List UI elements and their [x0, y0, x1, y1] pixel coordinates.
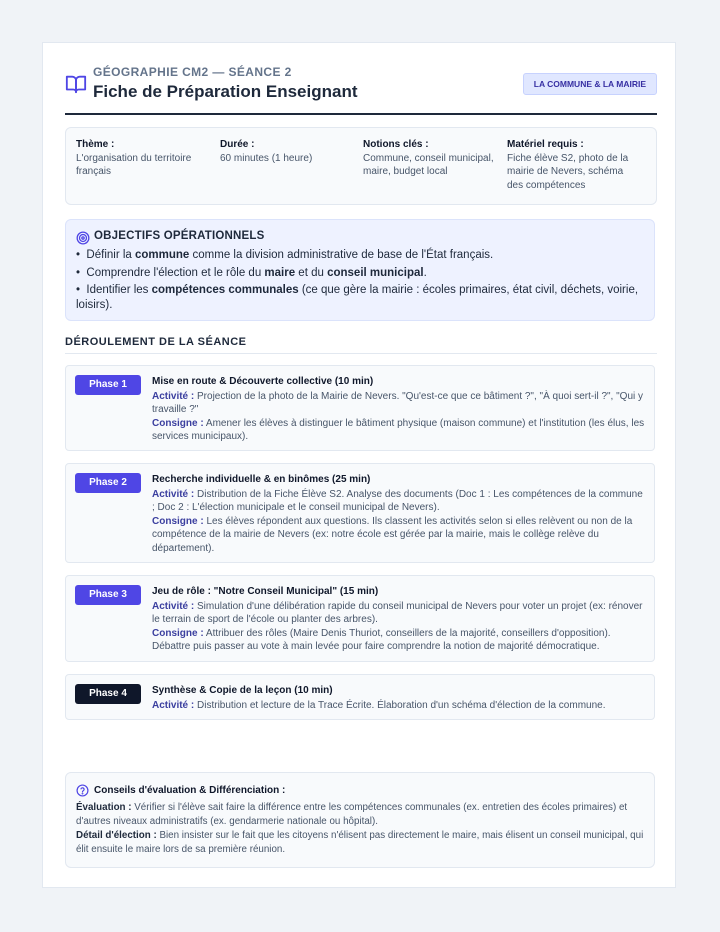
meta-key-notions: Notions clés : Commune, conseil municipal, maire, budget local: [363, 139, 494, 177]
phase-heading: Synthèse & Copie de la leçon (10 min): [152, 685, 333, 696]
evaluation-tips: [65, 772, 655, 868]
section-title: DÉROULEMENT DE LA SÉANCE: [65, 336, 657, 354]
question-circle-icon: [76, 784, 89, 797]
phase-badge: Phase 2: [75, 473, 141, 493]
phase-heading: Recherche individuelle & en binômes (25 min): [152, 474, 371, 485]
phase-heading: Jeu de rôle : "Notre Conseil Municipal" (15 min): [152, 586, 379, 597]
phase-badge: Phase 3: [75, 585, 141, 605]
tips-election-detail: Détail d'élection : Bien insister sur le fait que les citoyens n'élisent pas directement le maire, mais élisent un conseil municipal, qui élit ensuite le maire lors de sa première réunion.: [76, 830, 644, 855]
meta-theme: Thème : L'organisation du territoire français: [76, 139, 192, 177]
meta-duration: Durée : 60 minutes (1 heure): [220, 139, 313, 164]
lesson-sheet: [42, 42, 676, 888]
list-item: • Comprendre l'élection et le rôle du maire et du conseil municipal.: [76, 266, 427, 279]
list-item: • Identifier les compétences communales (ce que gère la mairie : écoles primaires, état civil, déchets, voirie, loisirs).: [76, 284, 639, 311]
list-item: • Définir la commune comme la division administrative de base de l'État français.: [76, 249, 494, 261]
target-icon: [76, 231, 90, 245]
objectives-list: [76, 248, 646, 316]
objectives-box: [65, 219, 655, 321]
phase-card-4: Phase 4 Synthèse & Copie de la leçon (10 min) Activité : Distribution et lecture de la Trace Écrite. Élaboration d'un schéma d'élection de la commune.: [65, 674, 655, 720]
tips-evaluation: Évaluation : Vérifier si l'élève sait faire la différence entre les compétences communales (ex. entretien des écoles primaires) et d'autres niveaux administratifs (ex. gendarmerie nationale ou hôpital).: [76, 802, 628, 827]
phase-card-2: Phase 2 Recherche individuelle & en binômes (25 min) Activité : Distribution de la Fiche Élève S2. Analyse des documents (Doc 1 : Les compétences de la commune ; Doc 2 : L'élection municipale et le conseil municipal de Nevers). Consigne : Les élèves répondent aux questions. Ils classent les activités selon si elles relèvent ou non de la compétence de la mairie de Nevers (ex: notre école est gérée par la mairie, mais le collège relève du département).: [65, 463, 655, 563]
phase-badge: Phase 1: [75, 375, 141, 395]
phase-card-1: Phase 1 Mise en route & Découverte collective (10 min) Activité : Projection de la photo de la Mairie de Nevers. "Qu'est-ce que ce bâtiment ?", "À quoi sert-il ?", "Qui y travaille ?" Consigne : Amener les élèves à distinguer le bâtiment physique (maison commune) et l'institution (les élus, les services municipaux).: [65, 365, 655, 451]
lesson-meta: [65, 127, 657, 205]
objectives-title: OBJECTIFS OPÉRATIONNELS: [94, 230, 265, 242]
tips-title: Conseils d'évaluation & Différenciation :: [94, 785, 286, 796]
phase-badge: Phase 4: [75, 684, 141, 704]
phase-card-3: Phase 3 Jeu de rôle : "Notre Conseil Municipal" (15 min) Activité : Simulation d'une délibération rapide du conseil municipal de Nevers pour voter un projet (ex: rénover le terrain de sport de l'école ou planter des arbres). Consigne : Attribuer des rôles (Maire Denis Thuriot, conseillers de la majorité, conseillers d'opposition). Débattre puis passer au vote à main levée pour faire comprendre la notion de majorité démocratique.: [65, 575, 655, 662]
book-icon: [65, 73, 87, 95]
meta-materials: Matériel requis : Fiche élève S2, photo de la mairie de Nevers, schéma des compétences: [507, 139, 629, 191]
topic-badge: LA COMMUNE & LA MAIRIE: [523, 73, 657, 95]
sheet-header: [65, 63, 657, 115]
page-subtitle: GÉOGRAPHIE CM2 — SÉANCE 2: [93, 65, 292, 79]
page-title: Fiche de Préparation Enseignant: [93, 82, 358, 101]
phase-heading: Mise en route & Découverte collective (10 min): [152, 376, 374, 387]
